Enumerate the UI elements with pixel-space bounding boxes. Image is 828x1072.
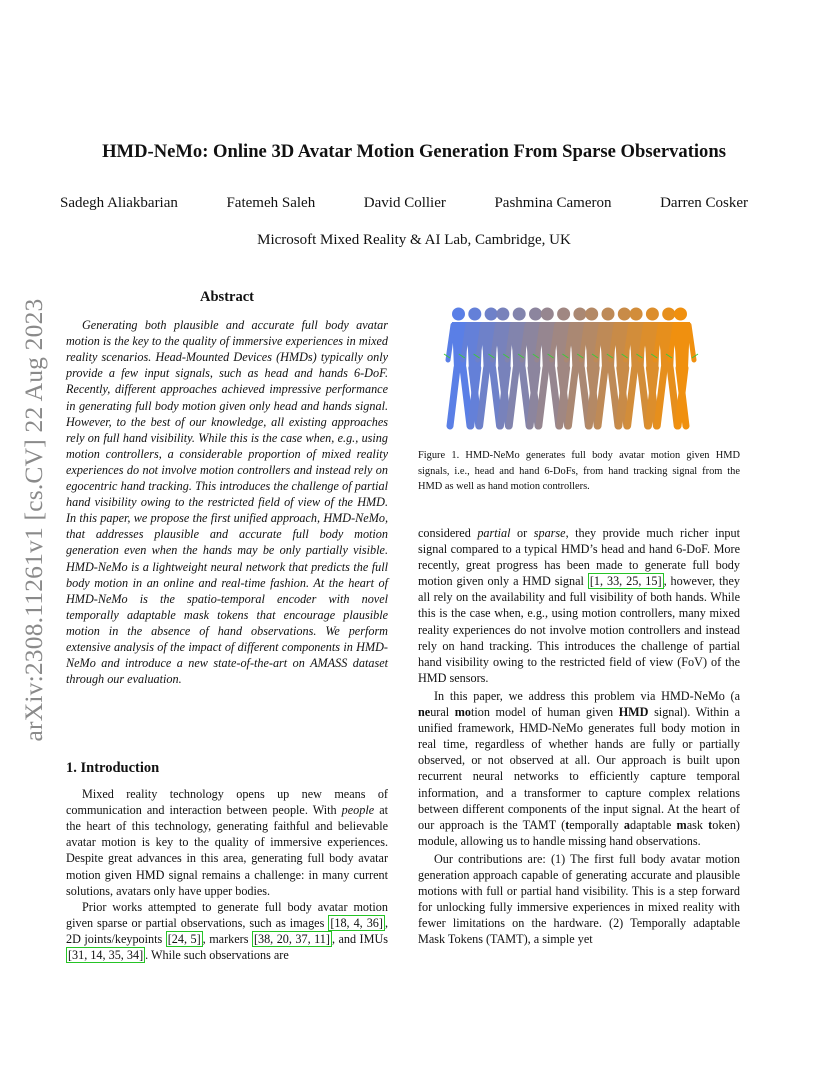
affiliation: Microsoft Mixed Reality & AI Lab, Cambridge, UK bbox=[257, 232, 571, 248]
bold-letters: mo bbox=[454, 705, 471, 720]
emphasis: partial bbox=[477, 526, 511, 540]
text-run: In this paper, we address this problem via HMD-NeMo (a bbox=[434, 688, 740, 703]
text-run: . While such observations are bbox=[145, 948, 289, 963]
author-name: David Collier bbox=[363, 195, 446, 211]
author-name: Fatemeh Saleh bbox=[226, 195, 316, 211]
citation-link[interactable]: [18, 4, 36] bbox=[330, 915, 383, 930]
figure-avatar-sequence bbox=[438, 298, 720, 432]
abstract-heading: Abstract bbox=[200, 289, 254, 305]
body-paragraph bbox=[418, 688, 740, 849]
arxiv-stamp-text: arXiv:2308.11261v1 [cs.CV] 22 Aug 2023 bbox=[19, 298, 48, 742]
section-heading: 1. Introduction bbox=[66, 760, 160, 776]
author-name: Darren Cosker bbox=[660, 195, 748, 211]
intro-paragraph bbox=[66, 899, 388, 963]
text-run: Mixed reality technology opens up new means of communication and interaction between people. With bbox=[66, 787, 388, 818]
text-run: , however, they all rely on the availability and full visibility of both hands. While this is the case when, e.g., using motion controllers, many mixed reality experiences do not involve motion controllers and instead rely on hand tracking. This introduces the challenge of partial hand visibility owing to the restricted field of view (FoV) of the HMD sensors. bbox=[418, 574, 740, 685]
text-run: ask bbox=[686, 817, 709, 832]
text-run: considered bbox=[418, 526, 478, 540]
text-run: , and IMUs bbox=[331, 931, 388, 946]
citation-link[interactable]: [38, 20, 37, 11] bbox=[253, 931, 330, 946]
bold-letters: m bbox=[676, 817, 687, 832]
text-run: at the heart of this technology, generating faithful and believable avatar motion is key to the quality of immersive experiences. Despite great advances in this area, generating full body avatar motion given HMD signal remains a challenge: in many current solutions, avatars only have upper bodies. bbox=[66, 803, 389, 898]
text-run: tion model of human given bbox=[470, 705, 619, 720]
citation-link[interactable]: [24, 5] bbox=[167, 931, 201, 946]
author-name: Pashmina Cameron bbox=[494, 195, 612, 211]
paper-title: HMD-NeMo: Online 3D Avatar Motion Generation From Sparse Observations bbox=[102, 141, 726, 162]
introduction-section bbox=[66, 760, 388, 963]
citation-link[interactable]: [31, 14, 35, 34] bbox=[68, 948, 144, 963]
text-run: or bbox=[510, 526, 534, 540]
text-run: , they provide much richer input signal compared to a typical HMD’s head and hand 6-DoF. More recently, great progress has been made to generate full body motion given only a HMD signal bbox=[418, 526, 741, 589]
bold-letters: ne bbox=[418, 705, 431, 720]
body-paragraph bbox=[418, 525, 740, 686]
bold-letters: HMD bbox=[618, 705, 649, 720]
emphasis: people bbox=[341, 803, 375, 818]
right-column bbox=[418, 525, 740, 949]
bold-letters: t bbox=[565, 817, 570, 832]
author-name: Sadegh Aliakbarian bbox=[60, 195, 178, 211]
left-column bbox=[66, 289, 388, 687]
bold-letters: a bbox=[623, 817, 631, 832]
intro-paragraph bbox=[66, 786, 388, 899]
emphasis: sparse bbox=[533, 526, 566, 540]
body-paragraph: Our contributions are: (1) The first full body avatar motion generation approach capable of generating accurate and plausible motions with full or partial hand visibility. This is a step forward for unlocking fully immersive experiences in mixed reality with fewer limitations on the hardware. (2) Temporally adaptable Mask Tokens (TAMT), a simple yet bbox=[418, 851, 740, 947]
text-run: daptable bbox=[630, 817, 677, 832]
text-run: ural bbox=[430, 705, 455, 720]
text-run: , markers bbox=[202, 931, 252, 946]
text-run: signal). Within a unified framework, HMD-NeMo generates full body motion in real time, regardless of whether hands are fully or partially observed, or not observed at all. Our approach is built upon recurrent neural networks to efficiently capture temporal information, and a transformer to capture complex relations between different components of the input signal. At the heart of our approach is the TAMT ( bbox=[418, 705, 740, 832]
figure-caption: Figure 1. HMD-NeMo generates full body avatar motion given HMD signals, i.e., head and hand 6-DoFs, from hand tracking signal from the HMD as well as hand motion controllers. bbox=[418, 450, 740, 492]
abstract-text: Generating both plausible and accurate full body avatar motion is the key to the quality of immersive experiences in mixed reality scenarios. Head-Mounted Devices (HMDs) typically only provide a few input signals, such as head and hands 6-DoF. Recently, different approaches achieved impressive performance in generating full body motion given only head and hands signal. However, to the best of our knowledge, all existing approaches rely on full hand visibility. While this is the case when, e.g., using motion controllers, a considerable proportion of mixed reality experiences do not involve motion controllers and instead rely on egocentric hand tracking. This introduces the challenge of partial hand visibility owing to the restricted field of view of the HMD. In this paper, we propose the first unified approach, HMD-NeMo, that addresses plausible and accurate full body motion generation even when the hands may be only partially visible. HMD-NeMo is a lightweight neural network that predicts the full body motion in an online and real-time fashion. At the heart of HMD-NeMo is the spatio-temporal encoder with novel temporally adaptable mask tokens that encourage plausible motion in the absence of hand observations. We perform extensive analysis of the impact of different components in HMD-NeMo and introduce a new state-of-the-art on AMASS dataset through our evaluation. bbox=[66, 318, 388, 687]
author-list bbox=[60, 195, 748, 212]
text-run: , 2D joints/keypoints bbox=[66, 915, 388, 946]
arxiv-stamp bbox=[20, 281, 48, 759]
text-run: Prior works attempted to generate full body avatar motion given sparse or partial observations, such as images bbox=[66, 899, 388, 930]
bold-letters: t bbox=[708, 817, 713, 832]
text-run: emporally bbox=[569, 817, 624, 832]
citation-link[interactable]: [1, 33, 25, 15] bbox=[589, 574, 662, 589]
text-run: oken) module, allowing us to handle missing hand observations. bbox=[418, 817, 740, 848]
